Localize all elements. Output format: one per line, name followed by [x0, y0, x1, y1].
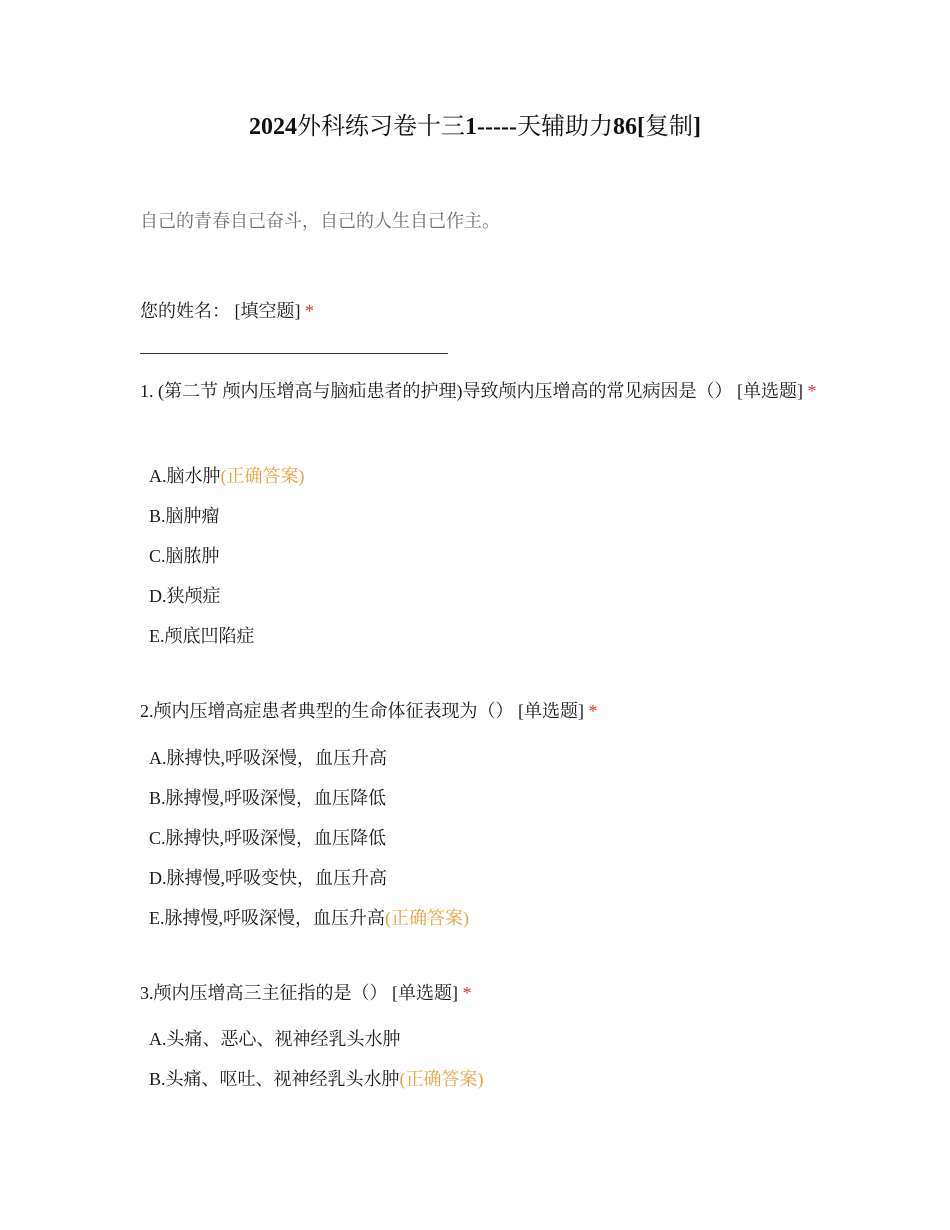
- option-label: B.脉搏慢,呼吸深慢，血压降低: [149, 788, 387, 808]
- correct-answer-tag: (正确答案): [399, 1069, 484, 1089]
- option-item[interactable]: [149, 616, 305, 656]
- name-question: [140, 298, 314, 324]
- correct-answer-tag: (正确答案): [220, 466, 305, 486]
- title-cn3: 复制: [644, 114, 693, 140]
- required-mark: *: [807, 381, 817, 401]
- intro-text: 自己的青春自己奋斗，自己的人生自己作主。: [140, 211, 500, 231]
- option-label: A.脑水肿: [149, 466, 221, 486]
- option-item[interactable]: [149, 858, 469, 898]
- required-mark: *: [588, 701, 598, 721]
- title-mid: 1-----: [465, 114, 517, 140]
- question-1-text: 1. (第二节 颅内压增高与脑疝患者的护理)导致颅内压增高的常见病因是（） [单选题]: [140, 381, 803, 401]
- option-item[interactable]: [149, 1019, 484, 1059]
- question-3-text: 3.颅内压增高三主征指的是（） [单选题]: [140, 983, 458, 1003]
- question-1: [140, 372, 820, 410]
- name-input-line[interactable]: [140, 353, 448, 354]
- title-prefix: 2024: [249, 114, 298, 140]
- option-label: B.头痛、呕吐、视神经乳头水肿: [149, 1069, 400, 1089]
- title-end: ]: [692, 114, 701, 140]
- option-item[interactable]: [149, 496, 305, 536]
- option-label: D.脉搏慢,呼吸变快，血压升高: [149, 868, 387, 888]
- page-title: [0, 112, 950, 142]
- question-1-options: [149, 456, 305, 656]
- option-label: C.脑脓肿: [149, 546, 220, 566]
- option-label: E.颅底凹陷症: [149, 626, 255, 646]
- option-item[interactable]: [149, 738, 469, 778]
- option-label: C.脉搏快,呼吸深慢，血压降低: [149, 828, 387, 848]
- name-question-text: 您的姓名： [填空题]: [140, 301, 301, 321]
- question-2-text: 2.颅内压增高症患者典型的生命体征表现为（） [单选题]: [140, 701, 584, 721]
- option-item[interactable]: [149, 1059, 484, 1099]
- option-label: A.头痛、恶心、视神经乳头水肿: [149, 1029, 401, 1049]
- option-item[interactable]: [149, 818, 469, 858]
- title-num: 86[: [612, 114, 645, 140]
- required-mark: *: [462, 983, 472, 1003]
- option-label: A.脉搏快,呼吸深慢，血压升高: [149, 748, 387, 768]
- option-label: E.脉搏慢,呼吸深慢，血压升高: [149, 908, 385, 928]
- title-cn: 外科练习卷十三: [297, 114, 466, 140]
- question-3: [140, 974, 820, 1012]
- correct-answer-tag: (正确答案): [385, 908, 469, 928]
- question-2: [140, 692, 820, 730]
- option-item[interactable]: [149, 898, 469, 938]
- required-mark: *: [305, 301, 314, 321]
- option-item[interactable]: [149, 456, 305, 496]
- question-2-options: [149, 738, 469, 938]
- option-item[interactable]: [149, 778, 469, 818]
- option-label: B.脑肿瘤: [149, 506, 220, 526]
- question-3-options: [149, 1019, 484, 1099]
- option-label: D.狭颅症: [149, 586, 221, 606]
- option-item[interactable]: [149, 536, 305, 576]
- option-item[interactable]: [149, 576, 305, 616]
- title-cn2: 天辅助力: [516, 114, 613, 140]
